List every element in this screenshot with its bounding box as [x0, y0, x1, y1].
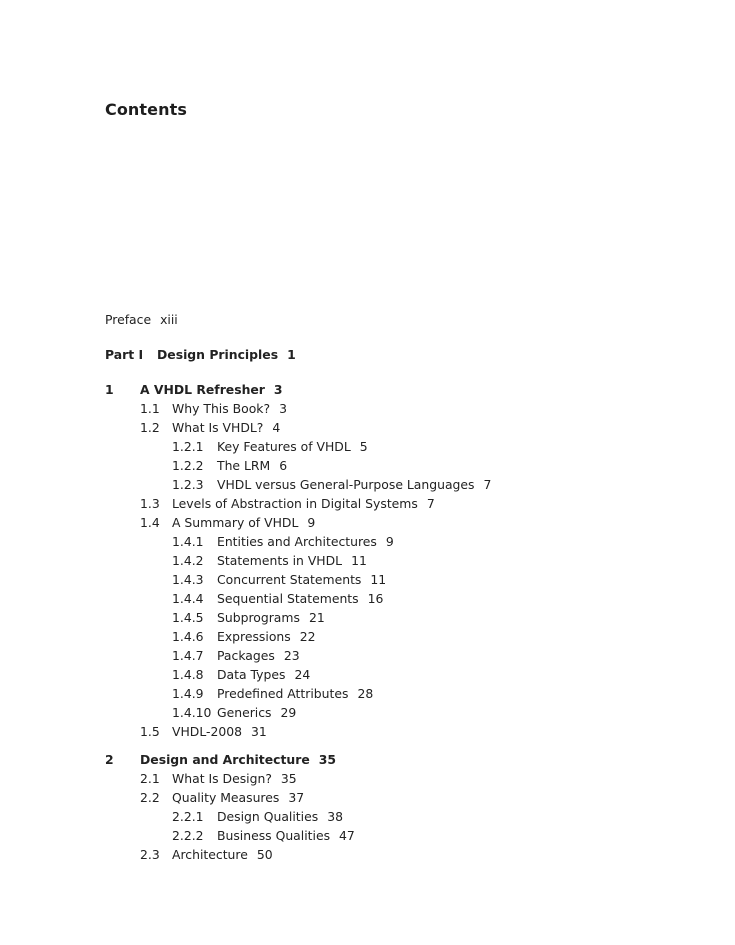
toc-subsection-title: Concurrent Statements	[217, 572, 362, 587]
toc-chapter-title: A VHDL Refresher	[140, 382, 265, 397]
toc-section-title: What Is Design?	[172, 771, 272, 786]
toc-section-title: Levels of Abstraction in Digital Systems	[172, 496, 418, 511]
toc-part-number: Part I	[105, 347, 144, 362]
toc-subsection-title: Key Features of VHDL	[217, 439, 351, 454]
toc-section-title: A Summary of VHDL	[172, 515, 299, 530]
toc-entry-title	[105, 310, 178, 329]
toc-chapter-number: 2	[105, 752, 114, 767]
toc-subsection-page: 5	[359, 439, 368, 454]
toc-section-page: 7	[426, 496, 435, 511]
toc-subsection-number: 1.2.1	[172, 439, 204, 454]
toc-subsection-number: 2.2.1	[172, 809, 204, 824]
toc-chapter-number: 1	[105, 382, 114, 397]
toc-subsection-page: 28	[357, 686, 374, 701]
toc-section-number: 1.5	[140, 724, 160, 739]
toc-subsection-title: The LRM	[217, 458, 271, 473]
toc-subsection-title: Subprograms	[217, 610, 300, 625]
toc-subsection-page: 21	[308, 610, 325, 625]
toc-section-page: 37	[288, 790, 305, 805]
toc-subsection[interactable]	[105, 627, 705, 646]
toc-entry-part[interactable]	[105, 345, 705, 364]
toc-entry-label: Preface	[105, 312, 152, 327]
toc-section-title: Quality Measures	[172, 790, 280, 805]
toc-section-number: 1.4	[140, 515, 160, 530]
toc-subsection-page: 47	[339, 828, 355, 843]
toc-subsection[interactable]	[105, 456, 705, 475]
toc-section[interactable]	[105, 418, 705, 437]
toc-section-number: 1.2	[140, 420, 160, 435]
toc-subsection[interactable]	[105, 589, 705, 608]
toc-section[interactable]	[105, 845, 705, 864]
toc-subsection-number: 1.4.10	[172, 705, 212, 720]
toc-subsection-number: 1.2.2	[172, 458, 204, 473]
toc-subsection-page: 38	[327, 809, 343, 824]
toc-chapter-page: 35	[318, 752, 336, 767]
page-title: Contents	[105, 100, 187, 119]
toc-section-page: 35	[280, 771, 297, 786]
toc-part-page: 1	[287, 347, 296, 362]
toc-section-title: What Is VHDL?	[172, 420, 264, 435]
toc-subsection[interactable]	[105, 437, 705, 456]
toc-section[interactable]	[105, 399, 705, 418]
toc-chapter[interactable]	[105, 750, 705, 769]
toc-subsection-number: 1.4.8	[172, 667, 204, 682]
toc-subsection-page: 23	[283, 648, 300, 663]
toc-section-number: 2.3	[140, 847, 160, 862]
toc-part-title: Design Principles	[157, 347, 279, 362]
toc-section-page: 31	[251, 724, 267, 739]
toc-subsection-page: 7	[483, 477, 492, 492]
toc-subsection-page: 16	[367, 591, 384, 606]
toc-section-page: 50	[256, 847, 273, 862]
toc-subsection[interactable]	[105, 551, 705, 570]
toc-section-number: 2.2	[140, 790, 160, 805]
toc-subsection-page: 9	[385, 534, 394, 549]
toc-section-number: 1.1	[140, 401, 160, 416]
toc-subsection-number: 1.4.5	[172, 610, 204, 625]
toc-section-title: Why This Book?	[172, 401, 271, 416]
toc-section[interactable]	[105, 494, 705, 513]
toc-subsection-page: 29	[280, 705, 297, 720]
toc-section-page: 9	[307, 515, 316, 530]
toc-subsection-number: 1.4.2	[172, 553, 204, 568]
toc-subsection-number: 1.4.4	[172, 591, 204, 606]
toc-subsection-title: Packages	[217, 648, 275, 663]
toc-subsection[interactable]	[105, 532, 705, 551]
toc-subsection[interactable]	[105, 684, 705, 703]
toc-section-page: 4	[272, 420, 281, 435]
toc-subsection[interactable]	[105, 807, 705, 826]
toc-section-page: 3	[279, 401, 287, 416]
toc-subsection-number: 1.4.6	[172, 629, 204, 644]
toc-section[interactable]	[105, 788, 705, 807]
toc-subsection-number: 1.4.1	[172, 534, 204, 549]
toc-section-title: Architecture	[172, 847, 248, 862]
toc-subsection[interactable]	[105, 475, 705, 494]
toc-subsection-number: 1.4.3	[172, 572, 204, 587]
toc-subsection[interactable]	[105, 703, 705, 722]
toc-subsection-number: 1.2.3	[172, 477, 204, 492]
toc-subsection-title: Business Qualities	[217, 828, 331, 843]
toc-chapter-title: Design and Architecture	[140, 752, 310, 767]
toc-subsection[interactable]	[105, 826, 705, 845]
toc-section-number: 1.3	[140, 496, 160, 511]
toc-subsection[interactable]	[105, 570, 705, 589]
table-of-contents	[105, 310, 705, 864]
toc-subsection-title: Expressions	[217, 629, 291, 644]
toc-section-number: 2.1	[140, 771, 160, 786]
toc-subsection[interactable]	[105, 608, 705, 627]
toc-subsection-title: VHDL versus General-Purpose Languages	[217, 477, 475, 492]
toc-section[interactable]	[105, 513, 705, 532]
toc-entry-preface[interactable]	[105, 310, 705, 329]
toc-subsection-page: 11	[351, 553, 367, 568]
toc-chapters	[105, 380, 705, 864]
toc-subsection-title: Sequential Statements	[217, 591, 359, 606]
toc-subsection-title: Design Qualities	[217, 809, 319, 824]
toc-subsection[interactable]	[105, 665, 705, 684]
toc-subsection-title: Predefined Attributes	[217, 686, 349, 701]
toc-subsection-page: 11	[370, 572, 387, 587]
toc-subsection-title: Data Types	[217, 667, 286, 682]
toc-section-title: VHDL-2008	[172, 724, 243, 739]
toc-subsection-number: 1.4.7	[172, 648, 204, 663]
toc-subsection-page: 22	[299, 629, 316, 644]
toc-section[interactable]	[105, 722, 705, 741]
toc-subsection-page: 24	[294, 667, 311, 682]
toc-chapter[interactable]	[105, 380, 705, 399]
toc-subsection-title: Generics	[217, 705, 272, 720]
toc-section[interactable]	[105, 769, 705, 788]
toc-chapter-page: 3	[273, 382, 283, 397]
toc-subsection-page: 6	[279, 458, 288, 473]
toc-subsection-title: Entities and Architectures	[217, 534, 377, 549]
toc-subsection-number: 1.4.9	[172, 686, 204, 701]
toc-subsection-number: 2.2.2	[172, 828, 204, 843]
toc-entry-page: xiii	[160, 312, 178, 327]
toc-subsection[interactable]	[105, 646, 705, 665]
toc-subsection-title: Statements in VHDL	[217, 553, 343, 568]
